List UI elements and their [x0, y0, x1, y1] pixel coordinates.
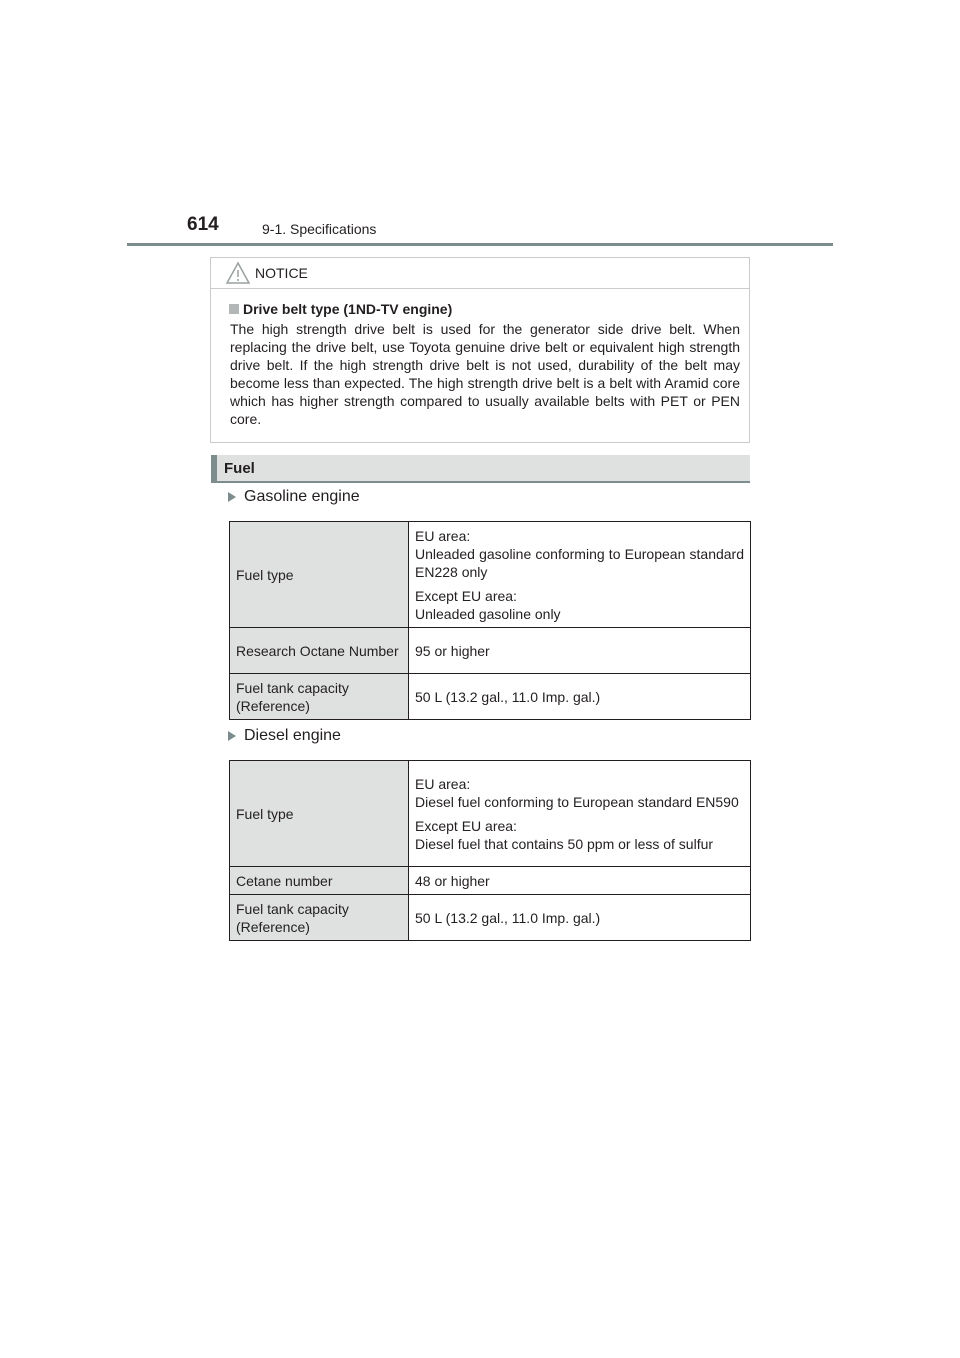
table-row — [230, 628, 751, 674]
table-value-cell — [409, 761, 751, 867]
square-bullet-icon — [229, 304, 239, 314]
table-key-cell: Cetane number — [230, 867, 409, 895]
fuel-section-title: Fuel — [224, 460, 255, 477]
gasoline-subheading-text: Gasoline engine — [244, 488, 360, 505]
eu-area-label: EU area: — [415, 775, 471, 792]
other-area-value: Diesel fuel that contains 50 ppm or less of sulfur — [415, 835, 714, 852]
table-row — [230, 895, 751, 941]
header-rule — [127, 243, 833, 246]
table-key-cell: Fuel tank capacity (Reference) — [230, 895, 409, 941]
notice-label: NOTICE — [255, 265, 308, 281]
table-row — [230, 761, 751, 867]
other-area-value: Unleaded gasoline only — [415, 605, 561, 622]
table-value-cell — [409, 522, 751, 628]
table-key-cell: Fuel type — [230, 761, 409, 867]
other-area-label: Except EU area: — [415, 817, 517, 834]
section-title: 9-1. Specifications — [262, 221, 377, 237]
notice-body — [211, 289, 749, 428]
eu-area-value: Unleaded gasoline conforming to European standard EN228 only — [415, 545, 744, 580]
diesel-spec-table — [229, 760, 751, 941]
triangle-bullet-icon — [228, 492, 236, 502]
table-row — [230, 867, 751, 895]
table-key-cell: Fuel type — [230, 522, 409, 628]
gasoline-spec-table — [229, 521, 751, 720]
eu-area-label: EU area: — [415, 527, 471, 544]
gasoline-subheading — [228, 488, 360, 506]
other-area-label: Except EU area: — [415, 587, 517, 604]
notice-box — [210, 257, 750, 443]
table-key-cell: Research Octane Number — [230, 628, 409, 674]
diesel-subheading — [228, 727, 341, 745]
table-value-cell: 50 L (13.2 gal., 11.0 Imp. gal.) — [409, 674, 751, 720]
warning-triangle-icon — [225, 261, 251, 285]
table-value-cell: 95 or higher — [409, 628, 751, 674]
table-row — [230, 522, 751, 628]
triangle-bullet-icon — [228, 731, 236, 741]
table-key-cell: Fuel tank capacity (Reference) — [230, 674, 409, 720]
notice-heading-text: Drive belt type (1ND-TV engine) — [243, 301, 453, 317]
page-number: 614 — [187, 214, 219, 235]
section-accent — [211, 455, 217, 481]
table-value-cell: 50 L (13.2 gal., 11.0 Imp. gal.) — [409, 895, 751, 941]
table-row — [230, 674, 751, 720]
fuel-section-header — [211, 455, 750, 483]
notice-heading — [229, 301, 740, 317]
eu-area-value: Diesel fuel conforming to European standard EN590 — [415, 793, 739, 810]
diesel-subheading-text: Diesel engine — [244, 727, 341, 744]
notice-header — [211, 258, 749, 289]
notice-text: The high strength drive belt is used for the generator side drive belt. When replacing the drive belt, use Toyota genuine drive belt or equivalent high strength drive belt. If the high strength drive belt is not used, durability of the belt may become less than expected. The high strength drive belt is a belt with Aramid core which has higher strength compared to usually available belts with PET or PEN core. — [230, 321, 740, 427]
table-value-cell: 48 or higher — [409, 867, 751, 895]
